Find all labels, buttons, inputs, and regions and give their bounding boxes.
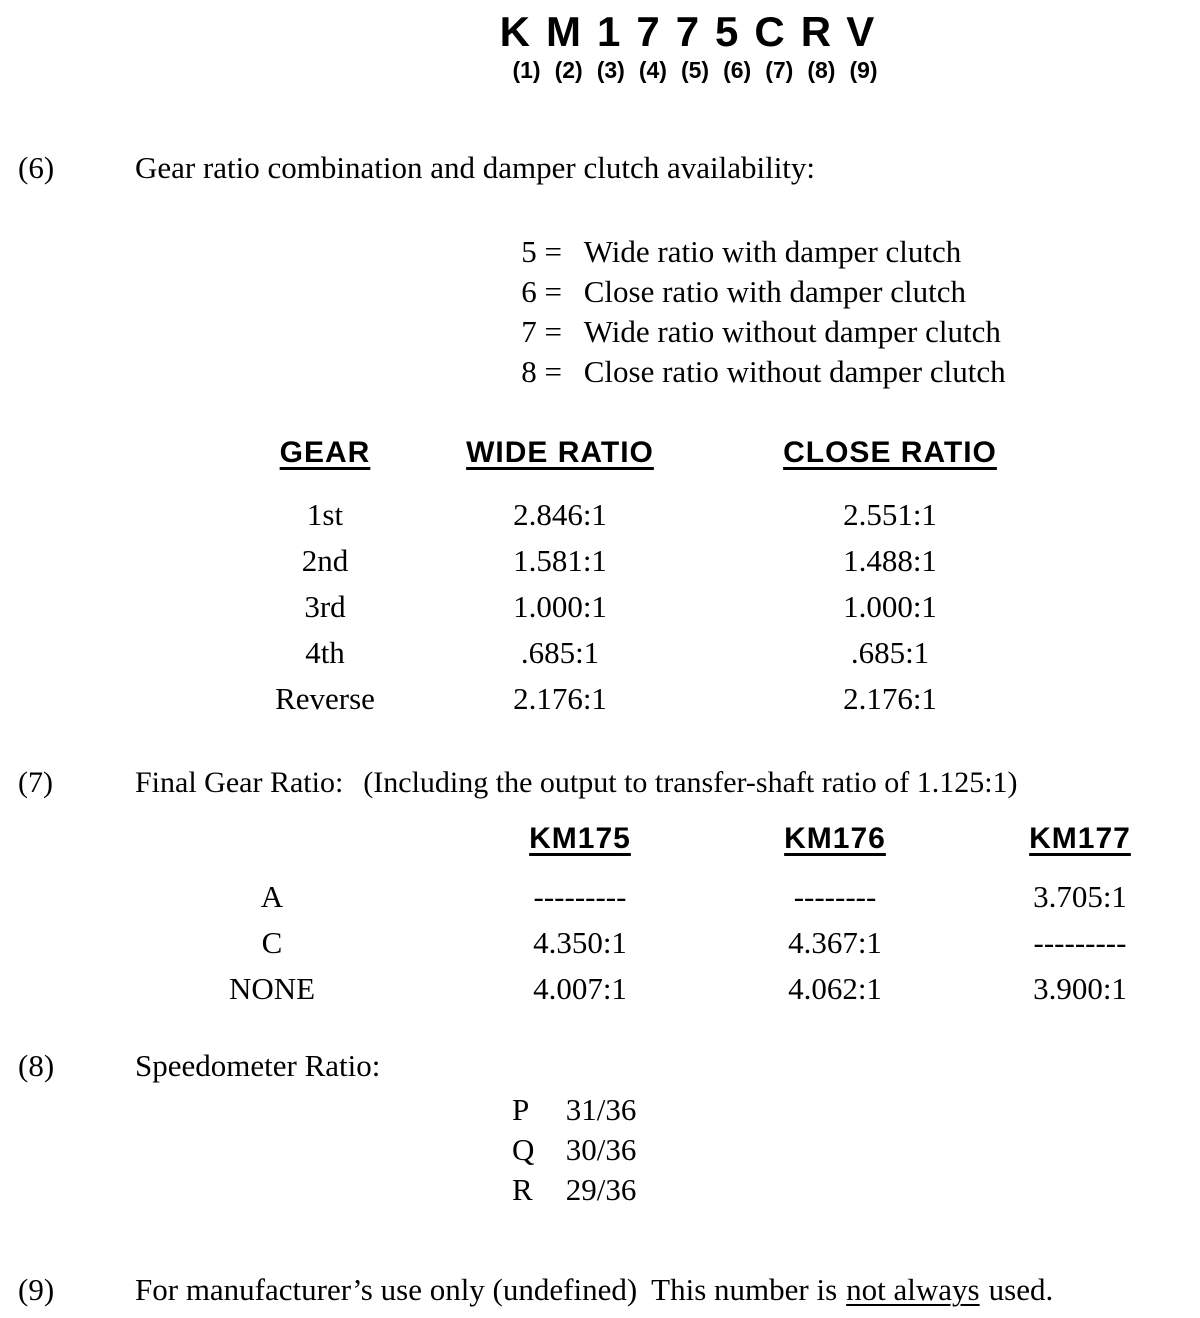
column-header-wide-ratio: WIDE RATIO xyxy=(466,436,654,469)
section-6 xyxy=(18,150,1190,186)
column-header-km177: KM177 xyxy=(1029,822,1131,855)
section-9 xyxy=(18,1272,1190,1308)
speedometer-ratio-item xyxy=(512,1130,636,1170)
ratio-code-item xyxy=(512,272,1006,312)
speedometer-code: R xyxy=(512,1172,533,1207)
gear-cell: Reverse xyxy=(275,681,375,716)
km177-cell: --------- xyxy=(1033,925,1127,960)
gear-ratio-table xyxy=(215,436,1115,722)
position-label: (6) xyxy=(723,57,752,83)
transfer-shaft-note: (Including the output to transfer-shaft ratio of 1.125:1) xyxy=(363,766,1018,799)
section-7-number: (7) xyxy=(18,766,53,799)
position-label: (9) xyxy=(849,57,878,83)
not-always-underlined: not always xyxy=(846,1272,980,1307)
table-row xyxy=(118,966,1200,1012)
section-9-number: (9) xyxy=(18,1272,55,1307)
wide-ratio-cell: 2.176:1 xyxy=(513,681,607,716)
section-8-number: (8) xyxy=(18,1048,55,1083)
column-header-gear: GEAR xyxy=(279,436,371,469)
ratio-code: 5 = xyxy=(521,234,562,269)
column-header-km176: KM176 xyxy=(784,822,886,855)
gear-cell: 3rd xyxy=(304,589,346,624)
section-9-text xyxy=(135,1272,1053,1308)
ratio-code: 6 = xyxy=(521,274,562,309)
table-row xyxy=(215,538,1115,584)
ratio-code-item xyxy=(512,352,1006,392)
table-row xyxy=(215,584,1115,630)
wide-ratio-cell: .685:1 xyxy=(520,635,600,670)
gear-cell: 4th xyxy=(305,635,345,670)
km176-cell: 4.062:1 xyxy=(788,971,882,1006)
speedometer-ratio-item xyxy=(512,1090,636,1130)
position-label: (7) xyxy=(765,57,794,83)
km177-cell: 3.900:1 xyxy=(1033,971,1127,1006)
speedometer-ratio-list xyxy=(512,1090,636,1210)
speedometer-value: 29/36 xyxy=(565,1172,637,1207)
position-label: (3) xyxy=(596,57,625,83)
close-ratio-cell: 2.176:1 xyxy=(843,681,937,716)
table-row xyxy=(215,630,1115,676)
ratio-code-description: Wide ratio without damper clutch xyxy=(583,314,1001,349)
final-table-header-row xyxy=(118,822,1200,856)
final-table-body xyxy=(118,874,1200,1012)
close-ratio-cell: 1.000:1 xyxy=(843,589,937,624)
position-labels xyxy=(190,57,1200,84)
row-label-cell: NONE xyxy=(228,971,316,1006)
section-7 xyxy=(18,766,1190,800)
ratio-code-description: Close ratio with damper clutch xyxy=(583,274,966,309)
speedometer-value: 31/36 xyxy=(565,1092,637,1127)
gear-table-header-row xyxy=(215,436,1115,470)
ratio-code: 7 = xyxy=(521,314,562,349)
position-label: (5) xyxy=(680,57,710,83)
row-label-cell: A xyxy=(260,879,284,914)
final-gear-ratio-label: Final Gear Ratio: xyxy=(135,766,344,799)
table-row xyxy=(118,874,1200,920)
speedometer-value: 30/36 xyxy=(565,1132,637,1167)
section-8-heading: Speedometer Ratio: xyxy=(135,1048,381,1083)
close-ratio-cell: 1.488:1 xyxy=(843,543,937,578)
gear-cell: 2nd xyxy=(301,543,349,578)
gear-cell: 1st xyxy=(306,497,344,532)
section-7-heading xyxy=(135,766,1018,800)
row-label-cell: C xyxy=(261,925,283,960)
manufacturer-note-part2: This number is xyxy=(651,1272,838,1307)
km176-cell: -------- xyxy=(793,879,877,914)
ratio-code-list xyxy=(512,232,1006,392)
km176-cell: 4.367:1 xyxy=(788,925,882,960)
section-6-number: (6) xyxy=(18,150,55,185)
km177-cell: 3.705:1 xyxy=(1033,879,1127,914)
ratio-code-description: Close ratio without damper clutch xyxy=(583,354,1006,389)
manufacturer-note-part3: used. xyxy=(988,1272,1054,1307)
position-label: (4) xyxy=(638,57,667,83)
wide-ratio-cell: 1.581:1 xyxy=(513,543,607,578)
close-ratio-cell: 2.551:1 xyxy=(843,497,937,532)
section-6-heading: Gear ratio combination and damper clutch availability: xyxy=(135,150,816,185)
column-header-close-ratio: CLOSE RATIO xyxy=(783,436,997,469)
table-row xyxy=(215,492,1115,538)
manufacturer-note-part1: For manufacturer’s use only (undefined) xyxy=(135,1272,638,1307)
wide-ratio-cell: 1.000:1 xyxy=(513,589,607,624)
speedometer-code: Q xyxy=(512,1132,535,1167)
speedometer-code: P xyxy=(512,1092,530,1127)
km175-cell: 4.007:1 xyxy=(533,971,627,1006)
ratio-code-description: Wide ratio with damper clutch xyxy=(583,234,962,269)
model-code-title: KM1775CRV xyxy=(499,8,891,55)
final-gear-ratio-table xyxy=(118,822,1200,1012)
close-ratio-cell: .685:1 xyxy=(850,635,930,670)
wide-ratio-cell: 2.846:1 xyxy=(513,497,607,532)
km175-cell: --------- xyxy=(533,879,627,914)
table-row xyxy=(118,920,1200,966)
table-row xyxy=(215,676,1115,722)
position-label: (2) xyxy=(554,57,583,83)
section-8 xyxy=(18,1048,1190,1084)
column-header-km175: KM175 xyxy=(529,822,631,855)
ratio-code-item xyxy=(512,232,1006,272)
position-label: (8) xyxy=(807,57,836,83)
speedometer-ratio-item xyxy=(512,1170,636,1210)
document-header xyxy=(190,8,1200,56)
position-label: (1) xyxy=(512,57,541,83)
gear-table-body xyxy=(215,492,1115,722)
ratio-code-item xyxy=(512,312,1006,352)
ratio-code: 8 = xyxy=(521,354,562,389)
km175-cell: 4.350:1 xyxy=(533,925,627,960)
